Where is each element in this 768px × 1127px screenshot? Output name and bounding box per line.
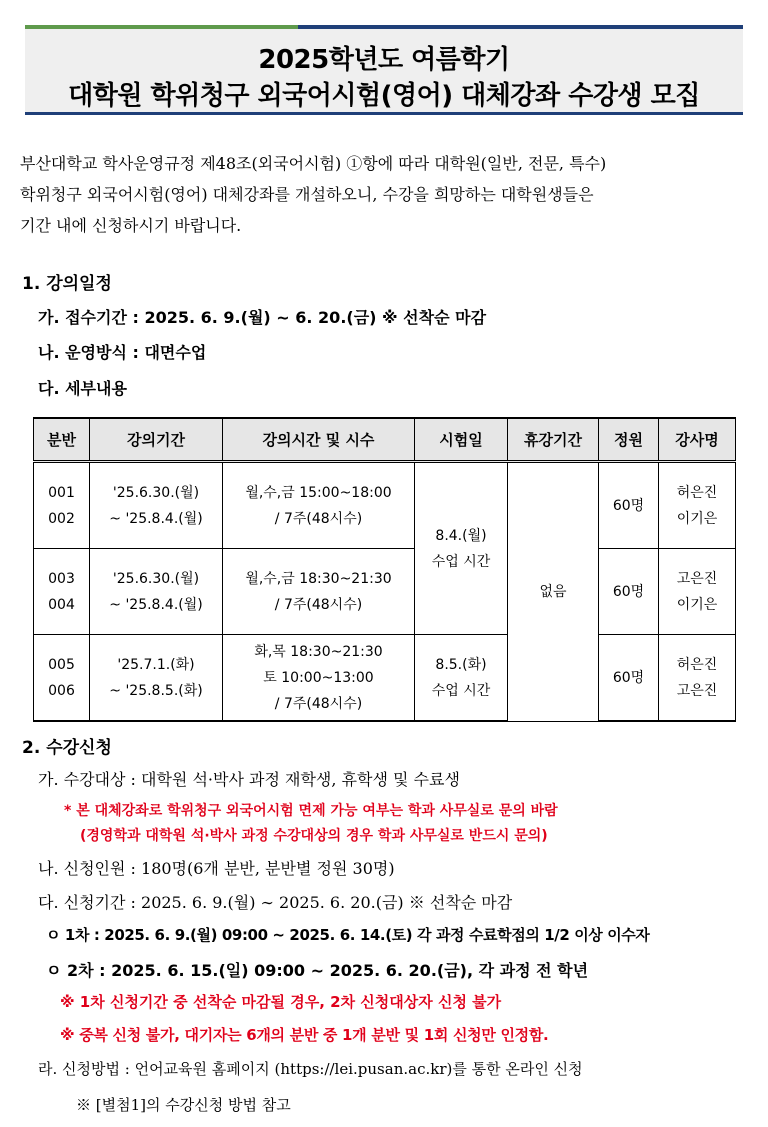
section2-heading: 2. 수강신청 bbox=[22, 738, 112, 758]
period-end: ~ '25.8.5.(화) bbox=[109, 682, 203, 699]
col-header: 강의시간 및 시수 bbox=[223, 418, 415, 462]
time-cell bbox=[223, 462, 415, 549]
instructor-name: 허은진 bbox=[676, 656, 718, 673]
period-cell bbox=[90, 462, 223, 549]
table-row bbox=[34, 549, 736, 635]
capacity-cell: 60명 bbox=[599, 549, 659, 635]
exam-date-cell bbox=[415, 635, 508, 722]
title-line-2: 대학원 학위청구 외국어시험(영어) 대체강좌 수강생 모집 bbox=[68, 81, 700, 111]
exam-date-cell bbox=[415, 462, 508, 635]
section-code: 002 bbox=[48, 510, 75, 527]
period-cell bbox=[90, 635, 223, 722]
title-line-1: 2025학년도 여름학기 bbox=[258, 45, 510, 75]
instructor-name: 이기은 bbox=[676, 510, 718, 527]
instructor-name: 고은진 bbox=[676, 682, 718, 699]
section1-item-c: 다. 세부내용 bbox=[38, 379, 127, 398]
table-header-row bbox=[34, 418, 736, 462]
col-header: 강의기간 bbox=[90, 418, 223, 462]
instructor-cell bbox=[659, 549, 736, 635]
title-bottom-bar bbox=[25, 112, 743, 115]
exam-note: 수업 시간 bbox=[431, 682, 491, 699]
section-cell bbox=[34, 549, 90, 635]
capacity-cell: 60명 bbox=[599, 635, 659, 722]
section-code: 005 bbox=[48, 656, 75, 673]
period-cell bbox=[90, 549, 223, 635]
instructor-name: 고은진 bbox=[676, 570, 718, 587]
period-start: '25.6.30.(월) bbox=[112, 570, 200, 587]
time-line: / 7주(48시수) bbox=[274, 596, 363, 613]
section-code: 004 bbox=[48, 596, 75, 613]
section-code: 001 bbox=[48, 484, 75, 501]
section1-heading: 1. 강의일정 bbox=[22, 274, 112, 294]
period-start: '25.6.30.(월) bbox=[112, 484, 200, 501]
time-line: / 7주(48시수) bbox=[274, 510, 363, 527]
exam-note: 수업 시간 bbox=[431, 553, 491, 570]
section-cell bbox=[34, 462, 90, 549]
section-code: 006 bbox=[48, 682, 75, 699]
table-row bbox=[34, 462, 736, 549]
period-start: '25.7.1.(화) bbox=[117, 656, 195, 673]
intro-paragraph bbox=[20, 148, 748, 241]
instructor-cell bbox=[659, 462, 736, 549]
instructor-name: 허은진 bbox=[676, 484, 718, 501]
period-end: ~ '25.8.4.(월) bbox=[109, 510, 203, 527]
period-end: ~ '25.8.4.(월) bbox=[109, 596, 203, 613]
instructor-cell bbox=[659, 635, 736, 722]
col-header: 강사명 bbox=[659, 418, 736, 462]
warning-line-2: ※ 중복 신청 불가, 대기자는 6개의 분반 중 1개 분반 및 1회 신청만 인정함. bbox=[60, 1026, 549, 1044]
period-line: 다. 신청기간 : 2025. 6. 9.(월) ∼ 2025. 6. 20.(금) ※ 선착순 마감 bbox=[38, 893, 513, 912]
round2-line: ㅇ 2차 : 2025. 6. 15.(일) 09:00 ~ 2025. 6. 20.(금), 각 과정 전 학년 bbox=[46, 961, 589, 980]
title-top-bar bbox=[25, 25, 743, 29]
table-row bbox=[34, 635, 736, 722]
time-line: / 7주(48시수) bbox=[274, 695, 363, 712]
time-line: 화,목 18:30~21:30 bbox=[254, 643, 383, 660]
warning-line-1: ※ 1차 신청기간 중 선착순 마감될 경우, 2차 신청대상자 신청 불가 bbox=[60, 993, 502, 1011]
instructor-name: 이기은 bbox=[676, 596, 718, 613]
schedule-table bbox=[33, 417, 736, 722]
exam-date: 8.4.(월) bbox=[435, 527, 487, 544]
col-header: 분반 bbox=[34, 418, 90, 462]
col-header: 휴강기간 bbox=[508, 418, 599, 462]
section-code: 003 bbox=[48, 570, 75, 587]
note-line-2: (경영학과 대학원 석·박사 과정 수강대상의 경우 학과 사무실로 반드시 문의) bbox=[80, 828, 548, 844]
intro-line: 기간 내에 신청하시기 바랍니다. bbox=[20, 216, 242, 235]
title-box bbox=[25, 25, 743, 115]
intro-line: 학위청구 외국어시험(영어) 대체강좌를 개설하오니, 수강을 희망하는 대학원생들은 bbox=[20, 185, 594, 204]
round1-line: ㅇ 1차 : 2025. 6. 9.(월) 09:00 ~ 2025. 6. 14.(토) 각 과정 수료학점의 1/2 이상 이수자 bbox=[46, 926, 650, 944]
capacity-line: 나. 신청인원 : 180명(6개 분반, 분반별 정원 30명) bbox=[38, 859, 395, 878]
col-header: 시험일 bbox=[415, 418, 508, 462]
intro-line: 부산대학교 학사운영규정 제48조(외국어시험) ①항에 따라 대학원(일반, 전문, 특수) bbox=[20, 154, 607, 173]
section1-item-a: 가. 접수기간 : 2025. 6. 9.(월) ~ 6. 20.(금) ※ 선착순 마감 bbox=[38, 308, 487, 327]
method-line: 라. 신청방법 : 언어교육원 홈페이지 (https://lei.pusan.ac.kr)를 통한 온라인 신청 bbox=[38, 1060, 583, 1078]
section1-item-b: 나. 운영방식 : 대면수업 bbox=[38, 343, 207, 362]
time-cell bbox=[223, 635, 415, 722]
break-cell: 없음 bbox=[508, 462, 599, 722]
target-line: 가. 수강대상 : 대학원 석·박사 과정 재학생, 휴학생 및 수료생 bbox=[38, 770, 460, 789]
time-line: 월,수,금 18:30~21:30 bbox=[245, 570, 392, 587]
col-header: 정원 bbox=[599, 418, 659, 462]
exam-date: 8.5.(화) bbox=[435, 656, 487, 673]
section-cell bbox=[34, 635, 90, 722]
capacity-cell: 60명 bbox=[599, 462, 659, 549]
time-line: 토 10:00~13:00 bbox=[263, 669, 374, 686]
note-line-1: * 본 대체강좌로 학위청구 외국어시험 면제 가능 여부는 학과 사무실로 문의 바람 bbox=[64, 803, 558, 819]
time-cell bbox=[223, 549, 415, 635]
time-line: 월,수,금 15:00~18:00 bbox=[245, 484, 392, 501]
reference-line: ※ [별첨1]의 수강신청 방법 참고 bbox=[76, 1096, 291, 1114]
